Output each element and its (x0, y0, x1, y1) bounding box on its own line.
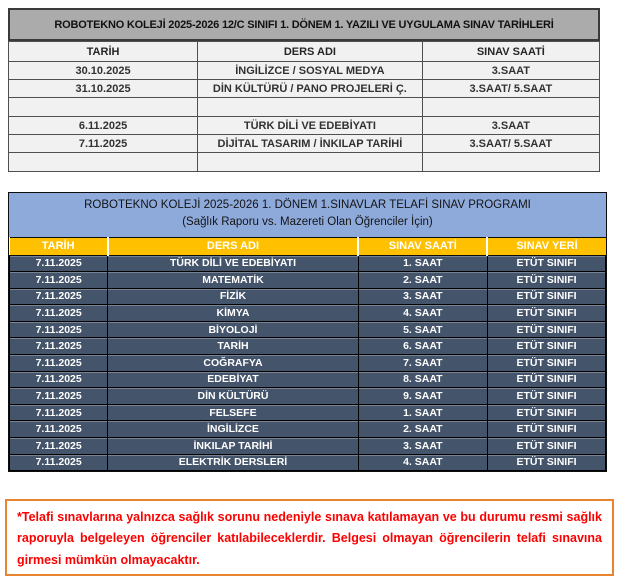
table-cell-date: 7.11.2025 (9, 135, 198, 153)
table-cell-date: 30.10.2025 (9, 62, 198, 80)
table-cell-course: BİYOLOJİ (108, 321, 358, 338)
table-cell-hour: 3. SAAT (358, 438, 487, 455)
table-cell-date: 7.11.2025 (10, 305, 108, 322)
table-cell-hour: 8. SAAT (358, 371, 487, 388)
table-row (10, 421, 606, 438)
table-cell-date: 7.11.2025 (10, 371, 108, 388)
makeup-exam-table (8, 192, 607, 472)
makeup-exam-title-line1: ROBOTEKNO KOLEJİ 2025-2026 1. DÖNEM 1.SINAVLAR TELAFİ SINAV PROGRAMI (84, 199, 531, 211)
table-cell-hour: 5. SAAT (358, 321, 487, 338)
table-row (10, 255, 606, 272)
table-cell-date: 6.11.2025 (9, 117, 198, 135)
table-cell-room: ETÜT SINIFI (487, 371, 605, 388)
table-row (9, 117, 600, 135)
table-cell-hour: 7. SAAT (358, 355, 487, 372)
table-cell-course: ELEKTRİK DERSLERİ (108, 454, 358, 471)
table-row (10, 355, 606, 372)
column-header-tarih: TARİH (9, 42, 198, 62)
table-cell-room: ETÜT SINIFI (487, 338, 605, 355)
table-cell-hour: 3. SAAT (358, 288, 487, 305)
table-cell-hour: 3.SAAT (422, 62, 599, 80)
table-cell-course: TÜRK DİLİ VE EDEBİYATI (108, 255, 358, 272)
table-cell-date: 7.11.2025 (10, 388, 108, 405)
makeup-exam-grid (9, 237, 606, 472)
table-cell-room: ETÜT SINIFI (487, 438, 605, 455)
table-cell-empty (422, 153, 599, 172)
exam-dates-grid (8, 41, 600, 172)
table-cell-date: 7.11.2025 (10, 321, 108, 338)
table-cell-date: 7.11.2025 (10, 338, 108, 355)
table-cell-course: FİZİK (108, 288, 358, 305)
table-cell-room: ETÜT SINIFI (487, 421, 605, 438)
table-row (10, 454, 606, 471)
table-row (9, 80, 600, 98)
table-cell-room: ETÜT SINIFI (487, 388, 605, 405)
table-cell-room: ETÜT SINIFI (487, 454, 605, 471)
table-row (10, 404, 606, 421)
disclaimer-note (5, 499, 614, 576)
table-cell-room: ETÜT SINIFI (487, 305, 605, 322)
table-cell-date: 7.11.2025 (10, 355, 108, 372)
table-cell-hour: 2. SAAT (358, 421, 487, 438)
table-cell-date: 7.11.2025 (10, 404, 108, 421)
table-row (10, 288, 606, 305)
table-cell-course: TARİH (108, 338, 358, 355)
table-cell-hour: 6. SAAT (358, 338, 487, 355)
table-cell-empty (9, 153, 198, 172)
table-row (10, 305, 606, 322)
table-cell-empty (198, 98, 423, 117)
table-cell-course: DİN KÜLTÜRÜ / PANO PROJELERİ Ç. (198, 80, 423, 98)
table-cell-hour: 1. SAAT (358, 404, 487, 421)
column-header-ders-adi: DERS ADI (108, 237, 358, 255)
table-cell-date: 7.11.2025 (10, 255, 108, 272)
table-cell-empty (198, 153, 423, 172)
table-cell-course: FELSEFE (108, 404, 358, 421)
table-row-empty (9, 153, 600, 172)
table-cell-empty (9, 98, 198, 117)
table-cell-hour: 1. SAAT (358, 255, 487, 272)
makeup-exam-title (9, 193, 606, 237)
column-header-tarih: TARİH (10, 237, 108, 255)
column-header-sinav-saati: SINAV SAATİ (358, 237, 487, 255)
exam-dates-table (8, 8, 600, 172)
table-cell-date: 7.11.2025 (10, 438, 108, 455)
table-cell-room: ETÜT SINIFI (487, 404, 605, 421)
table-row (10, 321, 606, 338)
table-cell-date: 7.11.2025 (10, 272, 108, 289)
table-header-row (9, 42, 600, 62)
table-cell-course: KİMYA (108, 305, 358, 322)
table-cell-hour: 3.SAAT/ 5.SAAT (422, 80, 599, 98)
table-cell-course: TÜRK DİLİ VE EDEBİYATI (198, 117, 423, 135)
table-cell-room: ETÜT SINIFI (487, 255, 605, 272)
table-cell-course: İNKILAP TARİHİ (108, 438, 358, 455)
exam-dates-title: ROBOTEKNO KOLEJİ 2025-2026 12/C SINIFI 1. DÖNEM 1. YAZILI VE UYGULAMA SINAV TARİHLERİ (8, 8, 600, 41)
makeup-exam-title-line2: (Sağlık Raporu vs. Mazereti Olan Öğrenciler İçin) (182, 216, 433, 229)
table-cell-course: COĞRAFYA (108, 355, 358, 372)
table-cell-date: 7.11.2025 (10, 288, 108, 305)
table-cell-hour: 4. SAAT (358, 305, 487, 322)
table-header-row (10, 237, 606, 255)
table-cell-room: ETÜT SINIFI (487, 321, 605, 338)
table-row (10, 438, 606, 455)
table-cell-empty (422, 98, 599, 117)
table-row (10, 371, 606, 388)
table-cell-hour: 2. SAAT (358, 272, 487, 289)
table-cell-room: ETÜT SINIFI (487, 272, 605, 289)
table-cell-date: 31.10.2025 (9, 80, 198, 98)
table-cell-hour: 3.SAAT (422, 117, 599, 135)
table-cell-course: İNGİLİZCE (108, 421, 358, 438)
table-cell-course: DİN KÜLTÜRÜ (108, 388, 358, 405)
table-row-empty (9, 98, 600, 117)
table-row (10, 272, 606, 289)
column-header-sinav-yeri: SINAV YERİ (487, 237, 605, 255)
table-cell-course: İNGİLİZCE / SOSYAL MEDYA (198, 62, 423, 80)
table-cell-course: EDEBİYAT (108, 371, 358, 388)
column-header-ders-adi: DERS ADI (198, 42, 423, 62)
table-cell-room: ETÜT SINIFI (487, 355, 605, 372)
table-cell-room: ETÜT SINIFI (487, 288, 605, 305)
table-cell-hour: 4. SAAT (358, 454, 487, 471)
table-cell-hour: 9. SAAT (358, 388, 487, 405)
table-row (10, 388, 606, 405)
table-row (9, 135, 600, 153)
table-row (10, 338, 606, 355)
table-cell-course: DİJİTAL TASARIM / İNKILAP TARİHİ (198, 135, 423, 153)
table-cell-course: MATEMATİK (108, 272, 358, 289)
table-cell-hour: 3.SAAT/ 5.SAAT (422, 135, 599, 153)
table-cell-date: 7.11.2025 (10, 421, 108, 438)
column-header-sinav-saati: SINAV SAATİ (422, 42, 599, 62)
table-cell-date: 7.11.2025 (10, 454, 108, 471)
table-row (9, 62, 600, 80)
disclaimer-note-text: *Telafi sınavlarına yalnızca sağlık sorunu nedeniyle sınava katılamayan ve bu durumu resmi sağlık raporuyla belgeleyen öğrenciler katılabileceklerdir. Belgesi olmayan öğrencilerin telafi sınavına girmesi mümkün olmayacaktır. (17, 510, 602, 567)
